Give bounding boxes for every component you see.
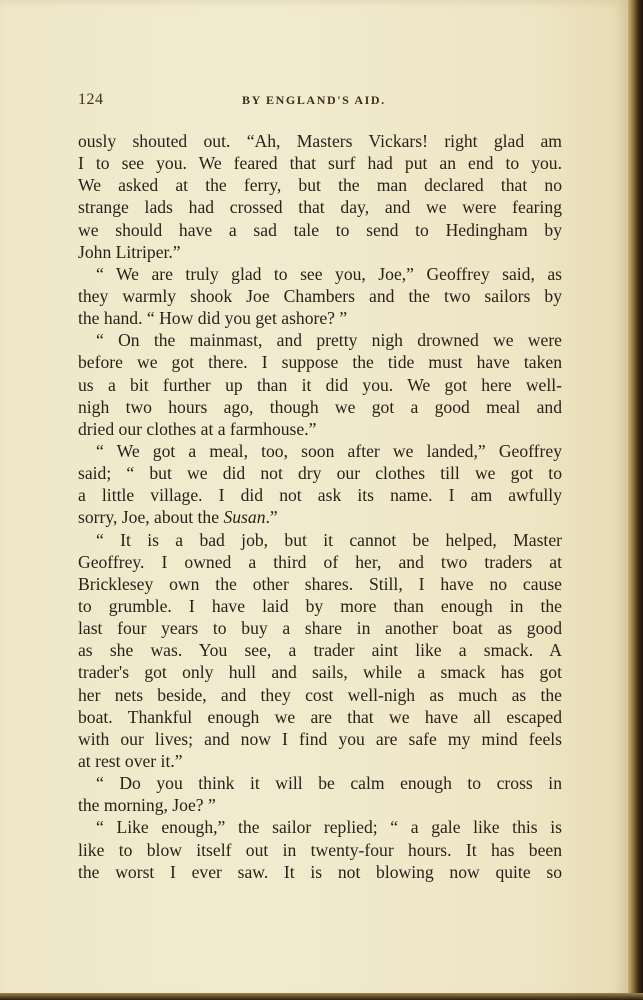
text-line: they warmly shook Joe Chambers and the two sailors by (78, 285, 562, 306)
text-line: sorry, Joe, about the Susan.” (78, 507, 278, 528)
text-line: “ Do you think it will be calm enough to cross in (96, 773, 562, 794)
text-line: We asked at the ferry, but the man declared that no (78, 175, 562, 196)
text-line: boat. Thankful enough we are that we have all escaped (78, 706, 562, 727)
body-text (78, 130, 562, 883)
ship-name: Susan (223, 507, 266, 528)
text-line: the morning, Joe? ” (78, 795, 216, 816)
text-line: with our lives; and now I find you are safe my mind feels (78, 728, 562, 749)
text-line: “ We are truly glad to see you, Joe,” Geoffrey said, as (96, 263, 562, 284)
text-line: “ On the mainmast, and pretty nigh drowned we were (96, 330, 562, 351)
text-line: nigh two hours ago, though we got a good meal and (78, 396, 562, 417)
text-line: “ It is a bad job, but it cannot be helped, Master (96, 529, 562, 550)
page-header (78, 91, 562, 111)
text-line: we should have a sad tale to send to Hedingham by (78, 219, 562, 240)
text-line: as she was. You see, a trader aint like a smack. A (78, 640, 562, 661)
text-line: “ We got a meal, too, soon after we landed,” Geoffrey (96, 440, 562, 461)
text-line: dried our clothes at a farmhouse.” (78, 418, 317, 439)
text-line: to grumble. I have laid by more than enough in the (78, 595, 562, 616)
text-line: “ Like enough,” the sailor replied; “ a gale like this is (96, 817, 562, 838)
text-line: last four years to buy a share in another boat as good (78, 618, 562, 639)
text-line: the hand. “ How did you get ashore? ” (78, 308, 348, 329)
text-line: us a bit further up than it did you. We got here well- (78, 374, 562, 395)
text-line: I to see you. We feared that surf had put an end to you. (78, 153, 562, 174)
text-line: a little village. I did not ask its name. I am awfully (78, 485, 562, 506)
text-line: said; “ but we did not dry our clothes till we got to (78, 463, 562, 484)
text-line: Bricklesey own the other shares. Still, I have no cause (78, 573, 562, 594)
text-line: strange lads had crossed that day, and we were fearing (78, 197, 562, 218)
text-line: John Litriper.” (78, 241, 181, 262)
text-line: like to blow itself out in twenty-four hours. It has been (78, 839, 562, 860)
bottom-edge-shadow (0, 993, 643, 1000)
text-line: Geoffrey. I owned a third of her, and two traders at (78, 551, 562, 572)
text-line: trader's got only hull and sails, while a smack has got (78, 662, 562, 683)
text-line: at rest over it.” (78, 750, 183, 771)
running-head: BY ENGLAND'S AID. (242, 93, 386, 107)
page-edge-shadow (628, 0, 643, 1000)
text-line: her nets beside, and they cost well-nigh as much as the (78, 684, 562, 705)
text-line: the worst I ever saw. It is not blowing now quite so (78, 861, 562, 882)
page-number: 124 (78, 91, 104, 108)
text-line: ously shouted out. “Ah, Masters Vickars! right glad am (78, 131, 562, 151)
text-line: before we got there. I suppose the tide must have taken (78, 352, 562, 373)
